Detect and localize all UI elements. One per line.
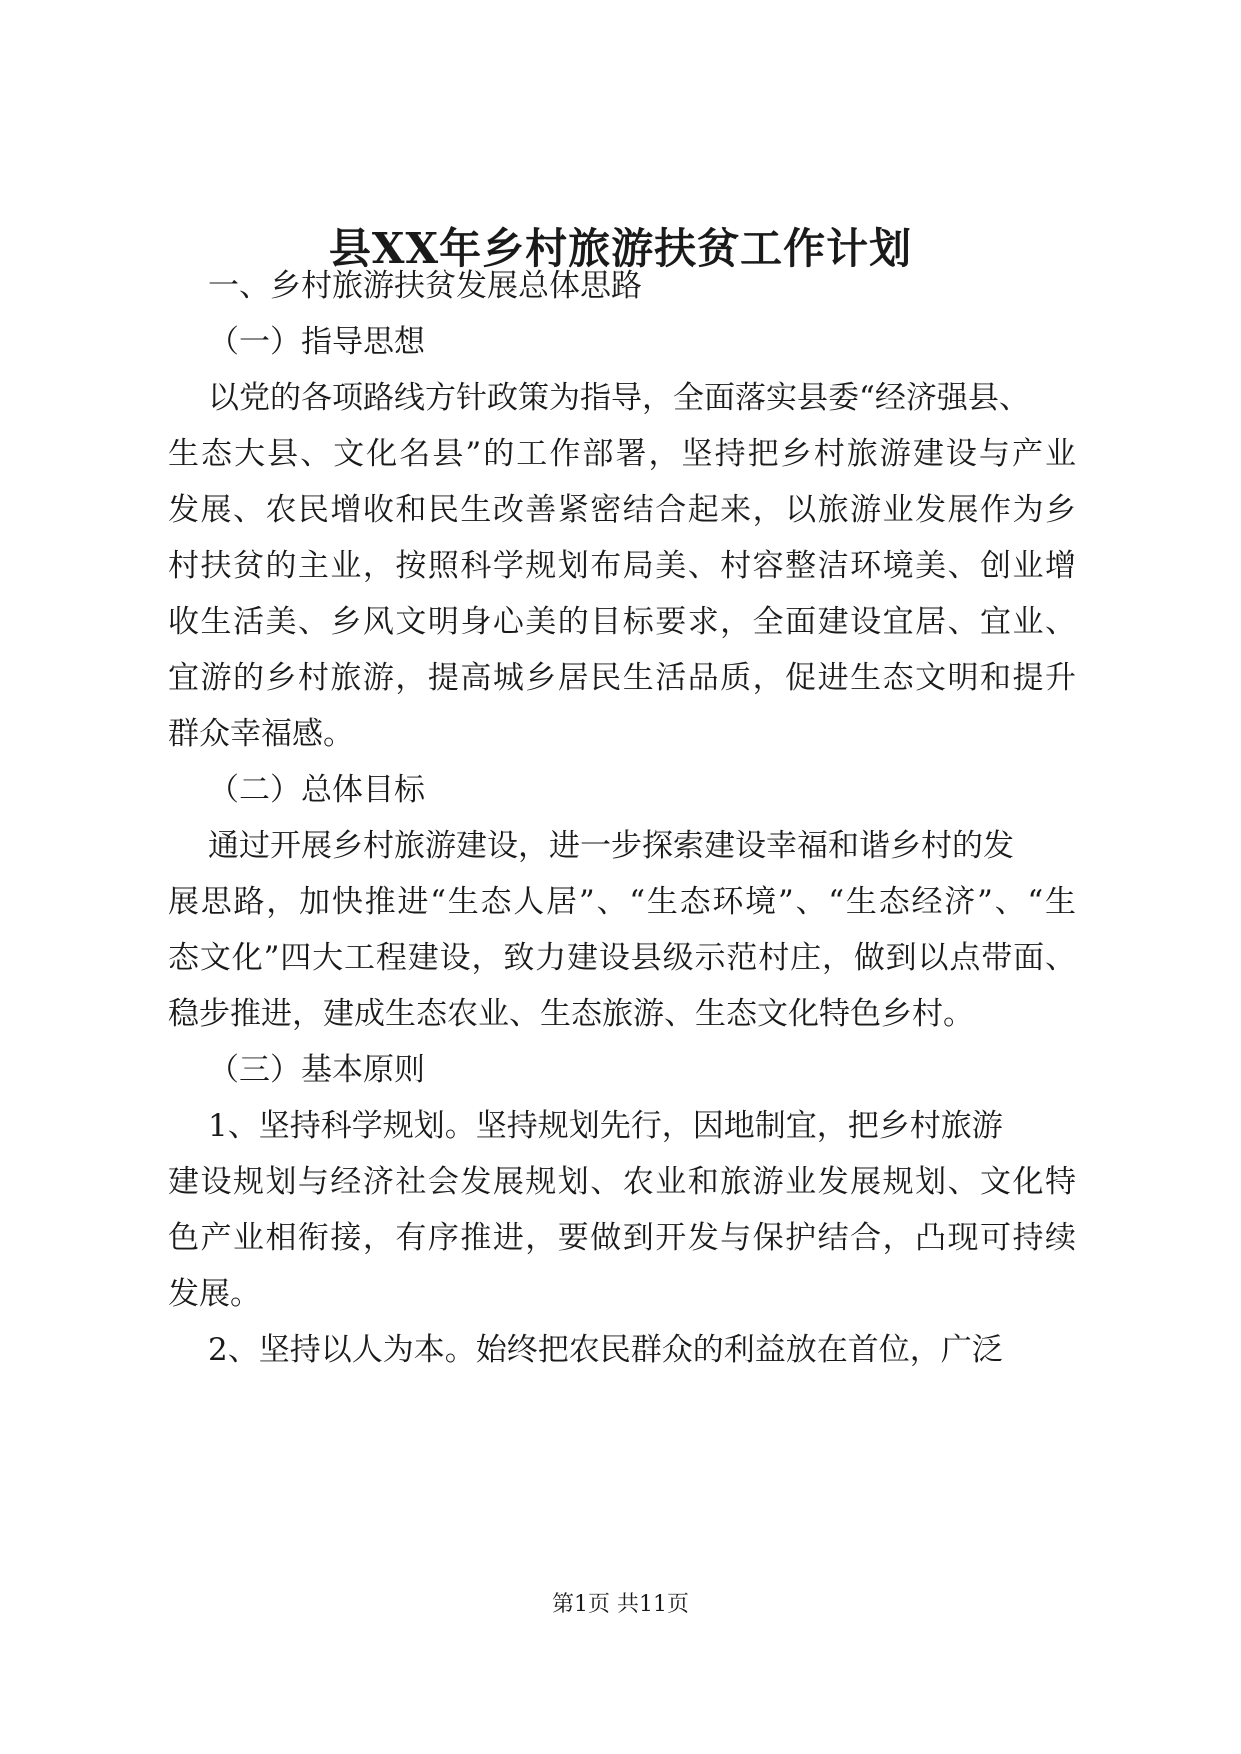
- paragraph-line: 稳步推进，建成生态农业、生态旅游、生态文化特色乡村。: [168, 996, 974, 1032]
- paragraph-line: 1、坚持科学规划。坚持规划先行，因地制宜，把乡村旅游: [208, 1108, 1003, 1144]
- paragraph-line: 发展、农民增收和民生改善紧密结合起来，以旅游业发展作为乡: [168, 492, 1076, 528]
- subsection-heading: （二）总体目标: [208, 772, 425, 808]
- paragraph-line: 群众幸福感。: [168, 716, 354, 752]
- paragraph-line: 通过开展乡村旅游建设，进一步探索建设幸福和谐乡村的发: [208, 828, 1014, 864]
- paragraph-line: 展思路，加快推进“生态人居”、“生态环境”、“生态经济”、“生: [168, 884, 1076, 920]
- section-heading: 一、乡村旅游扶贫发展总体思路: [208, 268, 642, 304]
- paragraph-line: 生态大县、文化名县”的工作部署，坚持把乡村旅游建设与产业: [168, 436, 1076, 472]
- paragraph-line: 村扶贫的主业，按照科学规划布局美、村容整洁环境美、创业增: [168, 548, 1076, 584]
- paragraph-line: 发展。: [168, 1276, 261, 1312]
- paragraph-line: 收生活美、乡风文明身心美的目标要求，全面建设宜居、宜业、: [168, 604, 1076, 640]
- subsection-heading: （三）基本原则: [208, 1052, 425, 1088]
- paragraph-line: 以党的各项路线方针政策为指导，全面落实县委“经济强县、: [208, 380, 1030, 416]
- paragraph-line: 建设规划与经济社会发展规划、农业和旅游业发展规划、文化特: [168, 1164, 1076, 1200]
- paragraph-line: 态文化”四大工程建设，致力建设县级示范村庄，做到以点带面、: [168, 940, 1076, 976]
- paragraph-line: 色产业相衔接，有序推进，要做到开发与保护结合，凸现可持续: [168, 1220, 1076, 1256]
- subsection-heading: （一）指导思想: [208, 324, 425, 360]
- document-title: 县XX年乡村旅游扶贫工作计划: [328, 224, 913, 273]
- paragraph-line: 2、坚持以人为本。始终把农民群众的利益放在首位，广泛: [208, 1332, 1003, 1368]
- paragraph-line: 宜游的乡村旅游，提高城乡居民生活品质，促进生态文明和提升: [168, 660, 1076, 696]
- page-footer: 第1页 共11页: [552, 1592, 689, 1617]
